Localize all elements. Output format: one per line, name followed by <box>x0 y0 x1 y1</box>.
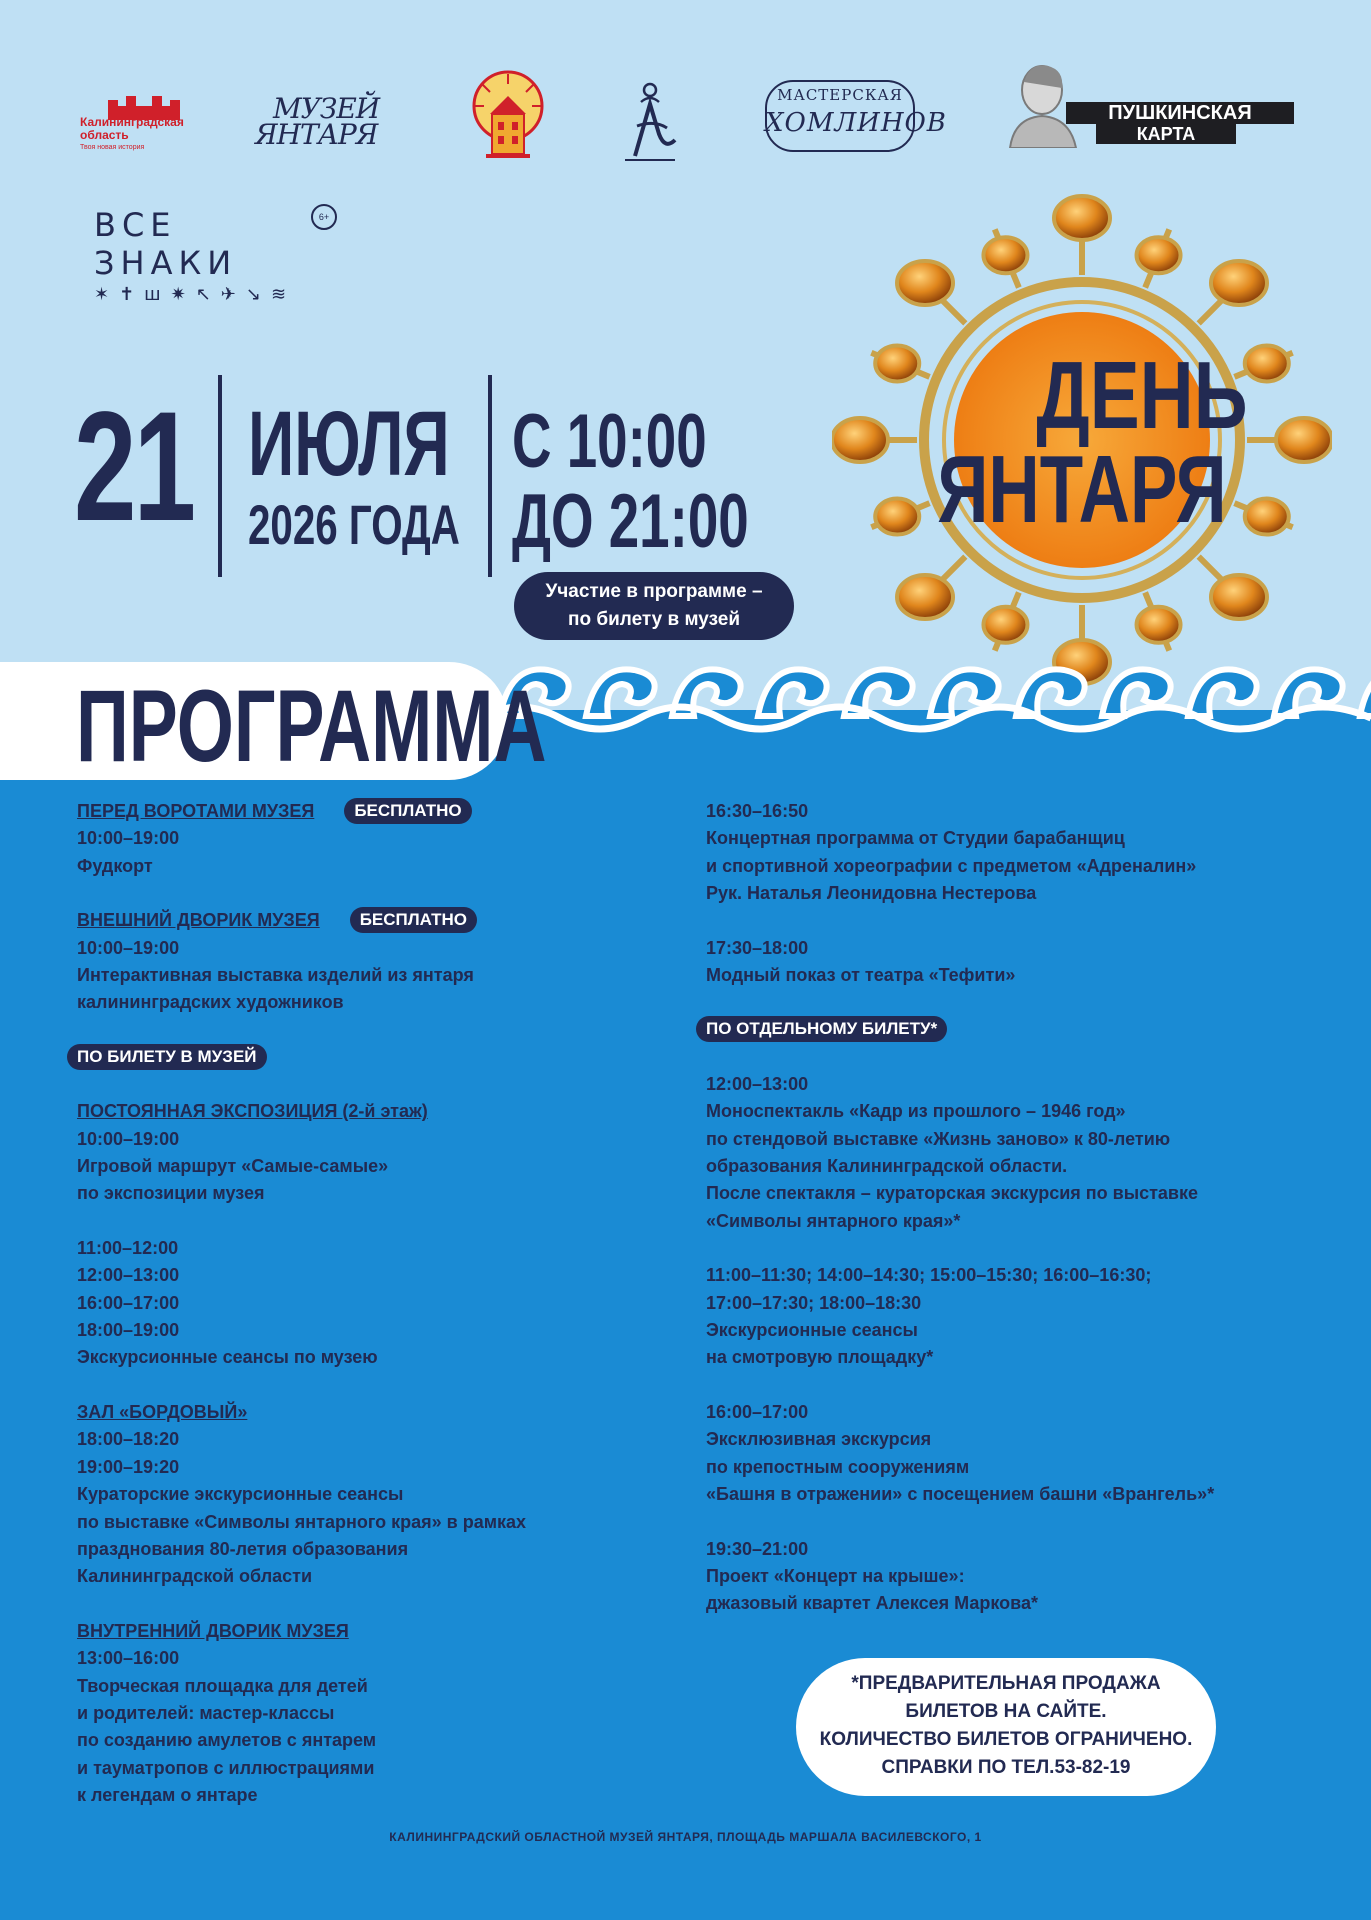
program-block <box>77 798 677 880</box>
vse-znaki-symbols: ✶✝ш✷↖✈↘≋ <box>94 284 297 305</box>
block-line: «Башня в отражении» с посещением башни «Врангель»* <box>706 1484 1215 1505</box>
block-line: 11:00–11:30; 14:00–14:30; 15:00–15:30; 16:00–16:30; <box>706 1265 1152 1286</box>
event-time-to: ДО 21:00 <box>512 479 749 564</box>
notice-line: БИЛЕТОВ НА САЙТЕ. <box>905 1701 1107 1722</box>
kaliningrad-logo-tagline: Твоя новая история <box>80 144 145 151</box>
masterskaya-logo-line1: МАСТЕРСКАЯ <box>777 86 903 104</box>
amber-stone <box>983 607 1027 643</box>
program-right-column <box>706 798 1346 1645</box>
wave-crest <box>586 669 655 716</box>
block-line: 18:00–19:00 <box>77 1320 180 1341</box>
ticket-note-pill <box>514 572 794 640</box>
program-block <box>77 1235 677 1372</box>
museum-ticket-badge: ПО БИЛЕТУ В МУЗЕЙ <box>67 1044 267 1070</box>
pushkin-logo-line1: ПУШКИНСКАЯ <box>1066 102 1294 124</box>
block-line: 10:00–19:00 <box>77 937 180 958</box>
block-line: Рук. Наталья Леонидовна Нестерова <box>706 883 1037 904</box>
program-block <box>77 1618 677 1810</box>
block-line: образования Калининградской области. <box>706 1156 1068 1177</box>
block-heading: ЗАЛ «БОРДОВЫЙ» <box>77 1401 248 1422</box>
ticket-note-line2: по билету в музей <box>567 609 741 630</box>
program-block <box>77 1399 677 1591</box>
block-line: «Символы янтарного края»* <box>706 1210 961 1231</box>
free-badge: БЕСПЛАТНО <box>344 798 471 824</box>
block-line: Фудкорт <box>77 855 153 876</box>
block-line: 17:30–18:00 <box>706 937 809 958</box>
block-line: После спектакля – кураторская экскурсия по выставке <box>706 1183 1199 1204</box>
block-line: Моноспектакль «Кадр из прошлого – 1946 год» <box>706 1101 1126 1122</box>
masterskaya-khomlinov-logo <box>765 80 947 152</box>
block-line: 13:00–16:00 <box>77 1648 180 1669</box>
amber-stone <box>832 418 888 462</box>
vse-znaki-title: ВСЕ ЗНАКИ <box>94 206 238 282</box>
block-line: по стендовой выставке «Жизнь заново» к 80-летию <box>706 1128 1171 1149</box>
amber-stone <box>1211 261 1267 305</box>
block-line: к легендам о янтаре <box>77 1785 258 1806</box>
amber-stone <box>875 345 919 381</box>
amber-sun-emblem <box>832 170 1332 710</box>
notice-line: КОЛИЧЕСТВО БИЛЕТОВ ОГРАНИЧЕНО. <box>819 1729 1193 1750</box>
block-line: Модный показ от театра «Тефити» <box>706 965 1016 986</box>
block-line: празднования 80-летия образования <box>77 1538 409 1559</box>
pushkin-logo-line2: КАРТА <box>1096 124 1236 144</box>
ticket-note-line1: Участие в программе – <box>545 581 763 602</box>
folk-house-emblem-icon <box>468 70 548 180</box>
folk-art-house-logo <box>468 70 548 180</box>
block-line: по крепостным сооружениям <box>706 1456 970 1477</box>
academy-monogram-icon <box>615 80 685 170</box>
block-line: 10:00–19:00 <box>77 828 180 849</box>
amber-stone <box>875 499 919 535</box>
program-block <box>706 935 1346 990</box>
kaliningrad-region-logo <box>80 96 200 158</box>
block-line: джазовый квартет Алексея Маркова* <box>706 1593 1038 1614</box>
block-line: 19:00–19:20 <box>77 1456 180 1477</box>
block-heading: ВНУТРЕННИЙ ДВОРИК МУЗЕЯ <box>77 1620 349 1641</box>
event-month: ИЮЛЯ <box>248 393 450 495</box>
event-time-from: С 10:00 <box>512 399 707 484</box>
program-block <box>706 1071 1346 1235</box>
masterskaya-logo-line2: ХОМЛИНОВ <box>765 108 947 138</box>
block-line: и тауматропов с иллюстрациями <box>77 1757 375 1778</box>
program-left-column <box>77 798 677 1837</box>
presale-notice <box>796 1658 1216 1796</box>
age-rating-badge: 6+ <box>311 204 337 230</box>
block-line: 10:00–19:00 <box>77 1128 180 1149</box>
kaliningrad-logo-line2: область <box>80 128 129 142</box>
program-title: ПРОГРАММА <box>76 669 547 783</box>
museum-logo-line1: МУЗЕЙ <box>273 92 380 125</box>
amber-stone <box>1054 196 1110 240</box>
amber-stone <box>897 261 953 305</box>
program-block <box>706 1262 1346 1372</box>
event-year: 2026 ГОДА <box>248 493 460 556</box>
free-badge: БЕСПЛАТНО <box>350 907 477 933</box>
time-divider <box>488 375 492 577</box>
block-heading: ПОСТОЯННАЯ ЭКСПОЗИЦИЯ (2-й этаж) <box>77 1101 428 1122</box>
amber-stone <box>983 237 1027 273</box>
block-line: 18:00–18:20 <box>77 1429 180 1450</box>
block-line: по выставке «Символы янтарного края» в рамках <box>77 1511 527 1532</box>
block-line: 12:00–13:00 <box>706 1073 809 1094</box>
notice-line: СПРАВКИ ПО ТЕЛ.53-82-19 <box>881 1757 1131 1778</box>
block-line: и спортивной хореографии с предметом «Адреналин» <box>706 855 1197 876</box>
museum-address-footer: КАЛИНИНГРАДСКИЙ ОБЛАСТНОЙ МУЗЕЙ ЯНТАРЯ, ПЛОЩАДЬ МАРШАЛА ВАСИЛЕВСКОГО, 1 <box>389 1830 982 1844</box>
date-divider <box>218 375 222 577</box>
block-line: калининградских художников <box>77 992 344 1013</box>
amber-stone <box>1276 418 1332 462</box>
block-heading: ВНЕШНИЙ ДВОРИК МУЗЕЯ <box>77 910 320 931</box>
pushkin-card-logo <box>1000 58 1300 148</box>
wave-crest <box>1188 669 1257 716</box>
program-block <box>77 907 677 1017</box>
amber-stone <box>1245 345 1289 381</box>
event-title-line1: ДЕНЬ <box>1036 342 1248 450</box>
amber-stone <box>1211 575 1267 619</box>
program-block <box>706 1399 1346 1509</box>
block-line: по экспозиции музея <box>77 1183 265 1204</box>
block-line: Концертная программа от Студии барабанщиц <box>706 828 1125 849</box>
event-title-line2: ЯНТАРЯ <box>937 435 1227 543</box>
block-heading: ПЕРЕД ВОРОТАМИ МУЗЕЯ <box>77 801 315 821</box>
block-line: Экскурсионные сеансы по музею <box>77 1347 378 1368</box>
block-line: Игровой маршрут «Самые-самые» <box>77 1156 389 1177</box>
block-line: и родителей: мастер-классы <box>77 1702 335 1723</box>
block-line: 16:30–16:50 <box>706 801 809 821</box>
amber-stone <box>1137 237 1181 273</box>
notice-line: *ПРЕДВАРИТЕЛЬНАЯ ПРОДАЖА <box>851 1673 1161 1694</box>
block-line: 12:00–13:00 <box>77 1265 180 1286</box>
wave-crest <box>1360 669 1371 716</box>
block-line: 16:00–17:00 <box>706 1401 809 1422</box>
block-line: Экскурсионные сеансы <box>706 1320 918 1341</box>
amber-stone <box>897 575 953 619</box>
amber-museum-logo <box>255 92 385 166</box>
block-line: Интерактивная выставка изделий из янтаря <box>77 965 474 986</box>
amber-stone <box>1245 499 1289 535</box>
block-line: по созданию амулетов с янтарем <box>77 1730 377 1751</box>
museum-logo-line2: ЯНТАРЯ <box>255 118 378 151</box>
separate-ticket-badge: ПО ОТДЕЛЬНОМУ БИЛЕТУ* <box>696 1016 947 1042</box>
program-block <box>77 1098 677 1208</box>
block-line: Творческая площадка для детей <box>77 1675 368 1696</box>
block-line: Кураторские экскурсионные сеансы <box>77 1484 404 1505</box>
block-line: Эксклюзивная экскурсия <box>706 1429 932 1450</box>
amber-stone <box>1137 607 1181 643</box>
block-line: Проект «Концерт на крыше»: <box>706 1565 965 1586</box>
block-line: Калининградской области <box>77 1566 313 1587</box>
block-line: 11:00–12:00 <box>77 1237 179 1258</box>
program-block <box>706 1536 1346 1618</box>
program-block <box>706 798 1346 908</box>
event-day: 21 <box>74 380 194 554</box>
vse-znaki-logo <box>94 206 334 305</box>
block-line: 19:30–21:00 <box>706 1538 809 1559</box>
block-line: 17:00–17:30; 18:00–18:30 <box>706 1292 922 1313</box>
kaliningrad-logo-line1: Калининградская <box>80 115 184 129</box>
block-line: на смотровую площадку* <box>706 1347 934 1368</box>
block-line: 16:00–17:00 <box>77 1292 180 1313</box>
amber-academy-logo <box>615 80 685 170</box>
